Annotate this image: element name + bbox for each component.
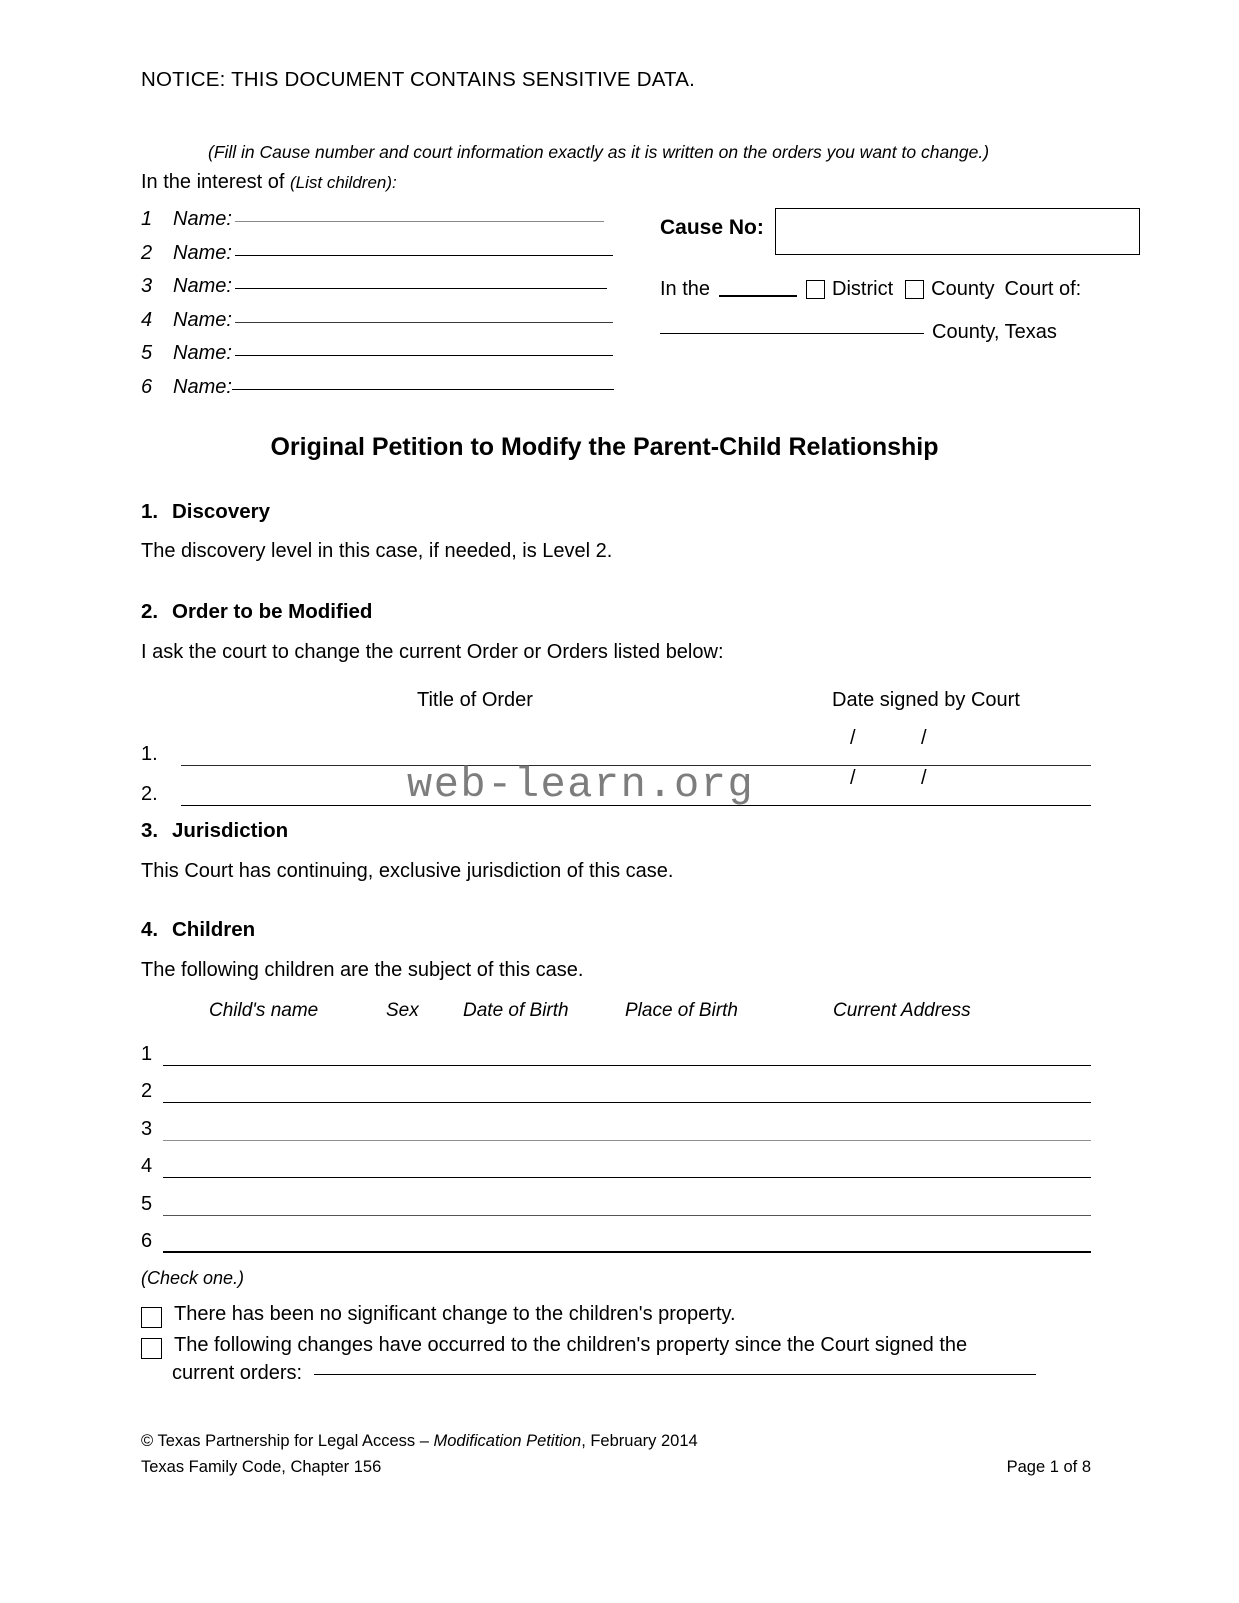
footer-form-name: Modification Petition	[433, 1432, 582, 1450]
section-number: 3.	[141, 819, 159, 842]
name-input-line[interactable]	[235, 221, 604, 222]
county-name-input[interactable]	[660, 333, 924, 334]
name-label: Name:	[173, 275, 232, 297]
name-row-number: 1	[141, 208, 153, 230]
children-row-number: 5	[141, 1192, 153, 1215]
children-row-input[interactable]	[163, 1045, 1091, 1066]
county-label: County	[931, 278, 995, 300]
cause-no-label: Cause No:	[660, 216, 764, 239]
table-row	[141, 1066, 1091, 1104]
name-row-number: 2	[141, 241, 153, 264]
order-title-input[interactable]	[181, 743, 786, 766]
section-number: 1.	[141, 500, 159, 523]
county-name-line	[660, 321, 1140, 344]
children-row-number: 2	[141, 1080, 153, 1102]
date-separator-1: /	[850, 767, 856, 789]
name-row	[141, 275, 636, 309]
children-row-number: 1	[141, 1042, 153, 1065]
order-title-input[interactable]	[181, 783, 786, 806]
court-number-input[interactable]	[719, 282, 797, 297]
children-row-input[interactable]	[163, 1120, 1091, 1141]
county-checkbox[interactable]	[905, 280, 924, 299]
name-row-number: 5	[141, 342, 153, 364]
table-row	[141, 1103, 1091, 1141]
order-table-row	[141, 726, 1091, 766]
name-row	[141, 242, 636, 276]
table-row	[141, 1216, 1091, 1254]
section-number: 4.	[141, 918, 159, 941]
district-checkbox[interactable]	[806, 280, 825, 299]
district-label: District	[832, 278, 894, 300]
name-input-line[interactable]	[235, 355, 613, 356]
name-label: Name:	[173, 375, 232, 398]
page-title-text: Original Petition to Modify the Parent-Child Relationship	[270, 433, 939, 461]
section-heading-children	[141, 918, 255, 942]
footer-copyright-prefix: © Texas Partnership for Legal Access –	[141, 1432, 434, 1450]
order-column-title: Title of Order	[417, 689, 533, 711]
order-column-date: Date signed by Court	[832, 689, 1020, 711]
name-row	[141, 376, 636, 410]
children-column-name: Child's name	[209, 1000, 319, 1021]
check-option-label: The following changes have occurred to the children's property since the Court signed the	[174, 1334, 968, 1356]
order-date-input[interactable]	[786, 727, 1091, 766]
children-row-input[interactable]	[163, 1231, 1091, 1253]
in-the-interest-of-label	[141, 171, 397, 194]
section-body-jurisdiction: This Court has continuing, exclusive jurisdiction of this case.	[141, 860, 674, 882]
name-row	[141, 309, 636, 343]
children-row-number: 4	[141, 1155, 153, 1177]
children-column-dob: Date of Birth	[463, 1000, 569, 1021]
name-row-number: 4	[141, 308, 153, 331]
court-of-label: Court of:	[1004, 278, 1082, 300]
section-title: Children	[172, 918, 256, 941]
children-column-pob: Place of Birth	[625, 1000, 738, 1021]
children-table-rows	[141, 1028, 1091, 1253]
section-title: Order to be Modified	[172, 600, 373, 623]
county-texas-label: County, Texas	[932, 321, 1057, 343]
section-title: Discovery	[172, 500, 271, 523]
name-input-line[interactable]	[235, 322, 613, 323]
date-separator-1: /	[850, 727, 856, 749]
table-row	[141, 1178, 1091, 1216]
current-orders-line	[172, 1362, 1072, 1385]
name-label: Name:	[173, 342, 232, 364]
children-row-number: 3	[141, 1117, 153, 1140]
footer-copyright-suffix: , February 2014	[581, 1432, 698, 1450]
fill-in-instruction: (Fill in Cause number and court information exactly as it is written on the orders you want to change.)	[208, 142, 990, 162]
section-body-order-to-be-modified: I ask the court to change the current Order or Orders listed below:	[141, 641, 724, 663]
name-input-line[interactable]	[235, 255, 613, 256]
order-table-rows	[141, 726, 1091, 806]
name-input-line[interactable]	[235, 288, 607, 289]
order-table-row	[141, 766, 1091, 806]
order-row-number: 2.	[141, 783, 158, 805]
name-label: Name:	[173, 241, 232, 264]
cause-information-block	[660, 208, 1140, 344]
order-date-input[interactable]	[786, 767, 1091, 806]
table-row	[141, 1028, 1091, 1066]
check-option-label: There has been no significant change to the children's property.	[174, 1303, 736, 1325]
footer-code-line: Texas Family Code, Chapter 156	[141, 1458, 382, 1476]
section-title: Jurisdiction	[172, 819, 289, 842]
name-row-number: 6	[141, 375, 153, 398]
name-row-number: 3	[141, 275, 153, 297]
footer-bottom-row	[141, 1458, 1091, 1477]
table-row	[141, 1141, 1091, 1179]
section-heading-jurisdiction	[141, 819, 288, 843]
current-orders-input[interactable]	[314, 1374, 1036, 1375]
check-option-changes-occurred[interactable]	[141, 1334, 967, 1359]
in-the-label: In the	[660, 278, 711, 300]
footer-page-number: Page 1 of 8	[1006, 1458, 1091, 1476]
section-body-children: The following children are the subject of this case.	[141, 959, 584, 981]
interest-text: In the interest of	[141, 171, 285, 193]
page-footer	[141, 1432, 1091, 1477]
watermark: web-learn.org	[407, 761, 755, 809]
children-names-list	[141, 208, 636, 409]
name-input-line[interactable]	[232, 389, 614, 390]
interest-hint: (List children):	[289, 173, 397, 192]
check-option-no-change[interactable]	[141, 1303, 736, 1328]
children-row-input[interactable]	[163, 1195, 1091, 1216]
section-body-discovery: The discovery level in this case, if needed, is Level 2.	[141, 540, 613, 562]
footer-copyright	[141, 1432, 1091, 1451]
date-separator-2: /	[921, 727, 927, 749]
sensitive-data-notice: NOTICE: THIS DOCUMENT CONTAINS SENSITIVE DATA.	[141, 68, 696, 91]
date-separator-2: /	[921, 767, 927, 789]
name-label: Name:	[173, 308, 232, 331]
children-row-input[interactable]	[163, 1157, 1091, 1178]
name-row	[141, 208, 636, 242]
check-one-instruction: (Check one.)	[141, 1268, 245, 1288]
section-heading-order-to-be-modified	[141, 600, 372, 624]
page-title	[0, 433, 1239, 462]
checkbox-no-change[interactable]	[141, 1307, 162, 1328]
children-row-number: 6	[141, 1230, 153, 1252]
section-number: 2.	[141, 600, 159, 623]
children-column-address: Current Address	[833, 1000, 971, 1021]
name-label: Name:	[173, 208, 232, 230]
checkbox-changes-occurred[interactable]	[141, 1338, 162, 1359]
current-orders-label: current orders:	[172, 1362, 303, 1384]
order-row-number: 1.	[141, 743, 158, 765]
children-column-sex: Sex	[386, 1000, 419, 1021]
court-type-line	[660, 278, 1140, 301]
cause-number-line	[660, 208, 1140, 255]
cause-no-input[interactable]	[775, 208, 1140, 255]
name-row	[141, 342, 636, 376]
section-heading-discovery	[141, 500, 270, 524]
children-row-input[interactable]	[163, 1082, 1091, 1103]
